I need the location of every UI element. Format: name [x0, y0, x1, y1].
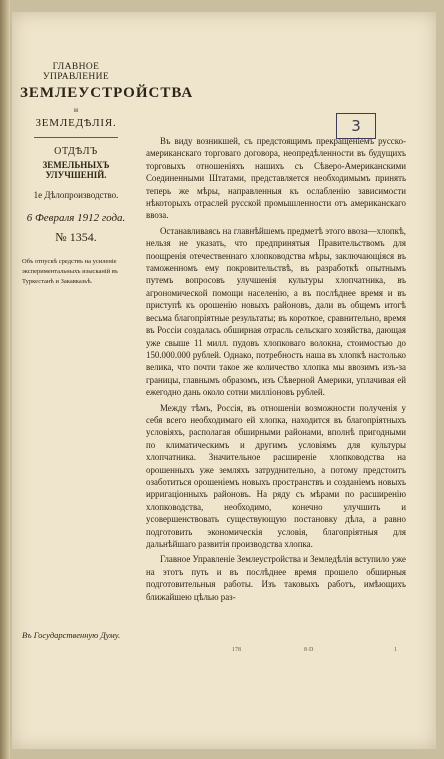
book-binding	[0, 0, 10, 759]
document-date: 6 Февраля 1912 года.	[26, 212, 126, 224]
divider	[34, 137, 118, 138]
archive-stamp: 3	[336, 113, 376, 139]
subject-note: Объ отпускѣ средствъ на усиленіе экспериментальныхъ изысканій въ Туркестанѣ и Закавказьѣ.	[22, 258, 119, 285]
office: 1е Дѣлопроизводство.	[33, 190, 119, 200]
body-text	[146, 135, 406, 606]
letterhead	[20, 62, 194, 287]
section-label: ОТДѢЛЪ	[54, 146, 98, 157]
agency-main: ЗЕМЛЕУСТРОЙСТВА	[20, 85, 194, 101]
paragraph: Въ виду возникшей, съ предстоящимъ прекращеніемъ русско-американскаго торговаго договора, неопредѣленности въ будущихъ торговыхъ отношеніяхъ нашихъ съ Сѣверо-Американскими Соединенными Штатами, представляется необходимымъ принять теперь же мѣры, направленныя къ ослабленію зависимости нѣкоторыхъ отраслей русской промышленности отъ американскаго ввоза.	[146, 136, 406, 221]
document-number: № 1354.	[55, 230, 97, 244]
agency-second: ЗЕМЛЕДѢЛІЯ.	[35, 117, 117, 129]
paragraph: Главное Управленіе Землеустройства и Земледѣлія вступило уже на этотъ путь и въ послѣднее время прошело обширныя подготовительныя работы. Изъ таковыхъ работъ, имѣющихъ ближайшею цѣлью раз-	[146, 554, 406, 602]
footer-mark: 8·D	[304, 647, 314, 653]
agency-top: ГЛАВНОЕ УПРАВЛЕНИЕ	[42, 62, 110, 82]
footer-mark: 178	[232, 647, 241, 653]
footer-mark: 1	[394, 647, 397, 653]
agency-and: и	[73, 105, 78, 114]
paragraph: Между тѣмъ, Россія, въ отношеніи возможности полученія у себя всего необходимаго ей хлопка, находится въ благопріятныхъ условіяхъ, располагая обширными районами, вполнѣ пригодными по климатическимъ и другимъ условіямъ для культуры хлопчатника. Значительное расширеніе хлопководства на орошенныхъ уже земляхъ затруднительно, а потому предстоитъ озаботиться орошеніемъ новыхъ пространствъ и созданіемъ новыхъ ирригаціонныхъ районовъ. На ряду съ мѣрами по расширенію хлопководства, необходимо, конечно улучшить и усовершенствовать существующую постановку дѣла, а равно подготовить экономическія условія, благопріятныя для дальнѣйшаго развитія производства хлопка.	[146, 402, 406, 549]
addressee: Въ Государственную Думу.	[22, 630, 121, 640]
department: ЗЕМЕЛЬНЫХЪ УЛУЧШЕНІЙ.	[42, 160, 110, 180]
paragraph: Останавливаясь на главнѣйшемъ предметѣ этого ввоза—хлопкѣ, нельзя не указать, что предпринятыя Правительствомъ для поощренія отечественнаго хлопководства мѣры, заключающіяся въ таможенномъ ему покровительствѣ, въ разработкѣ опытнымъ путемъ вопросовъ улучшенія культуры хлопчатника, въ агрономической помощи населенію, а въ послѣднее время и въ приступѣ къ орошенію новыхъ районовъ, дали въ общемъ итогѣ весьма благопріятные результаты; въ короткое, сравнительно, время въ Россіи создалась обширная отрасль сельскаго хозяйства, дающая уже свыше 11 милл. пудовъ хлопковаго волокна, стоимостью до 150.000.000 рублей. Однако, потребность наша въ хлопкѣ настолько велика, что почти такое же количество хлопка мы ввозимъ изъ-за границы, главнымъ образомъ, изъ Сѣверной Америки, уплачивая ей ежегодно дань около сотни милліоновъ рублей.	[146, 225, 406, 398]
